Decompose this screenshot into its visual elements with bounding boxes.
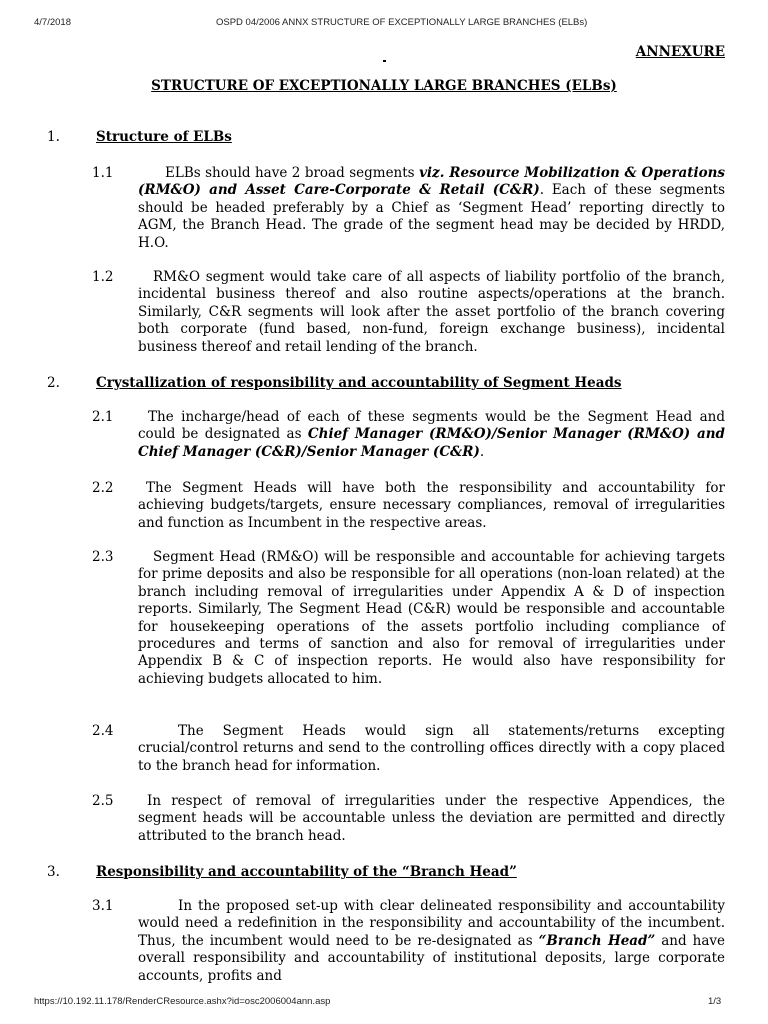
- paragraph-text: ELBs should have 2 broad segments viz. Resource Mobilization & Operations (RM&O) and Asset Care-Corporate & Retail (C&R). Each of these segments should be headed preferably by a Chief as ‘Segment Head’ reporting directly to AGM, the Branch Head. The grade of the segment head may be decided by HRDD, H.O.: [138, 165, 725, 251]
- paragraph-number: 2.2: [92, 480, 114, 496]
- paragraph-number: 2.3: [92, 549, 114, 565]
- paragraph-text: RM&O segment would take care of all aspects of liability portfolio of the branch, incidental business thereof and also routine aspects/operations at the branch. Similarly, C&R segments will look after the asset portfolio of the branch covering both corporate (fund based, non-fund, foreign exchange business), incidental business thereof and retail lending of the branch.: [138, 269, 725, 355]
- paragraph-text: In respect of removal of irregularities under the respective Appendices, the segment heads will be accountable unless the deviation are permitted and directly attributed to the branch head.: [138, 793, 725, 844]
- section-heading: Responsibility and accountability of the “Branch Head”: [96, 864, 517, 880]
- footer-url: https://10.192.11.178/RenderCResource.ashx?id=osc2006004ann.asp: [34, 996, 331, 1007]
- section-heading: Crystallization of responsibility and accountability of Segment Heads: [96, 375, 622, 391]
- paragraph-text: Segment Head (RM&O) will be responsible and accountable for achieving targets for prime deposits and also be responsible for all operations (non-loan related) at the branch including removal of irregularities under Appendix A & D of inspection reports. Similarly, The Segment Head (C&R) would be responsible and accountable for housekeeping operations of the assets portfolio including compliance of procedures and terms of sanction and also for removal of irregularities under Appendix B & C of inspection reports. He would also have responsibility for achieving budgets allocated to him.: [138, 549, 725, 687]
- annexure-label: ANNEXURE: [635, 44, 725, 60]
- paragraph-text: The Segment Heads will have both the responsibility and accountability for achieving budgets/targets, ensure necessary compliances, removal of irregularities and function as Incumbent in the respective areas.: [138, 480, 725, 531]
- document-title: STRUCTURE OF EXCEPTIONALLY LARGE BRANCHES (ELBs): [151, 78, 617, 94]
- section-number: 2.: [47, 375, 60, 391]
- section-heading: Structure of ELBs: [96, 129, 232, 145]
- paragraph-number: 2.5: [92, 793, 114, 809]
- stray-mark: [383, 60, 386, 62]
- paragraph-text: The Segment Heads would sign all statements/returns excepting crucial/control returns and send to the controlling offices directly with a copy placed to the branch head for information.: [138, 723, 725, 774]
- paragraph-number: 1.2: [92, 269, 114, 285]
- paragraph-number: 1.1: [92, 165, 114, 181]
- paragraph-number: 3.1: [92, 898, 114, 914]
- footer-page-number: 1/3: [708, 996, 722, 1007]
- paragraph-text: In the proposed set-up with clear delineated responsibility and accountability would need a redefinition in the responsibility and accountability of the incumbent. Thus, the incumbent would need to be re-designated as “Branch Head” and have overall responsibility and accountability of institutional deposits, large corporate accounts, profits and: [138, 898, 725, 984]
- paragraph-text: The incharge/head of each of these segments would be the Segment Head and could be designated as Chief Manager (RM&O)/Senior Manager (RM&O) and Chief Manager (C&R)/Senior Manager (C&R).: [138, 409, 725, 460]
- paragraph-number: 2.4: [92, 723, 114, 739]
- section-number: 3.: [47, 864, 60, 880]
- paragraph-number: 2.1: [92, 409, 114, 425]
- header-date: 4/7/2018: [34, 17, 71, 28]
- header-title: OSPD 04/2006 ANNX STRUCTURE OF EXCEPTIONALLY LARGE BRANCHES (ELBs): [216, 17, 588, 28]
- section-number: 1.: [47, 129, 60, 145]
